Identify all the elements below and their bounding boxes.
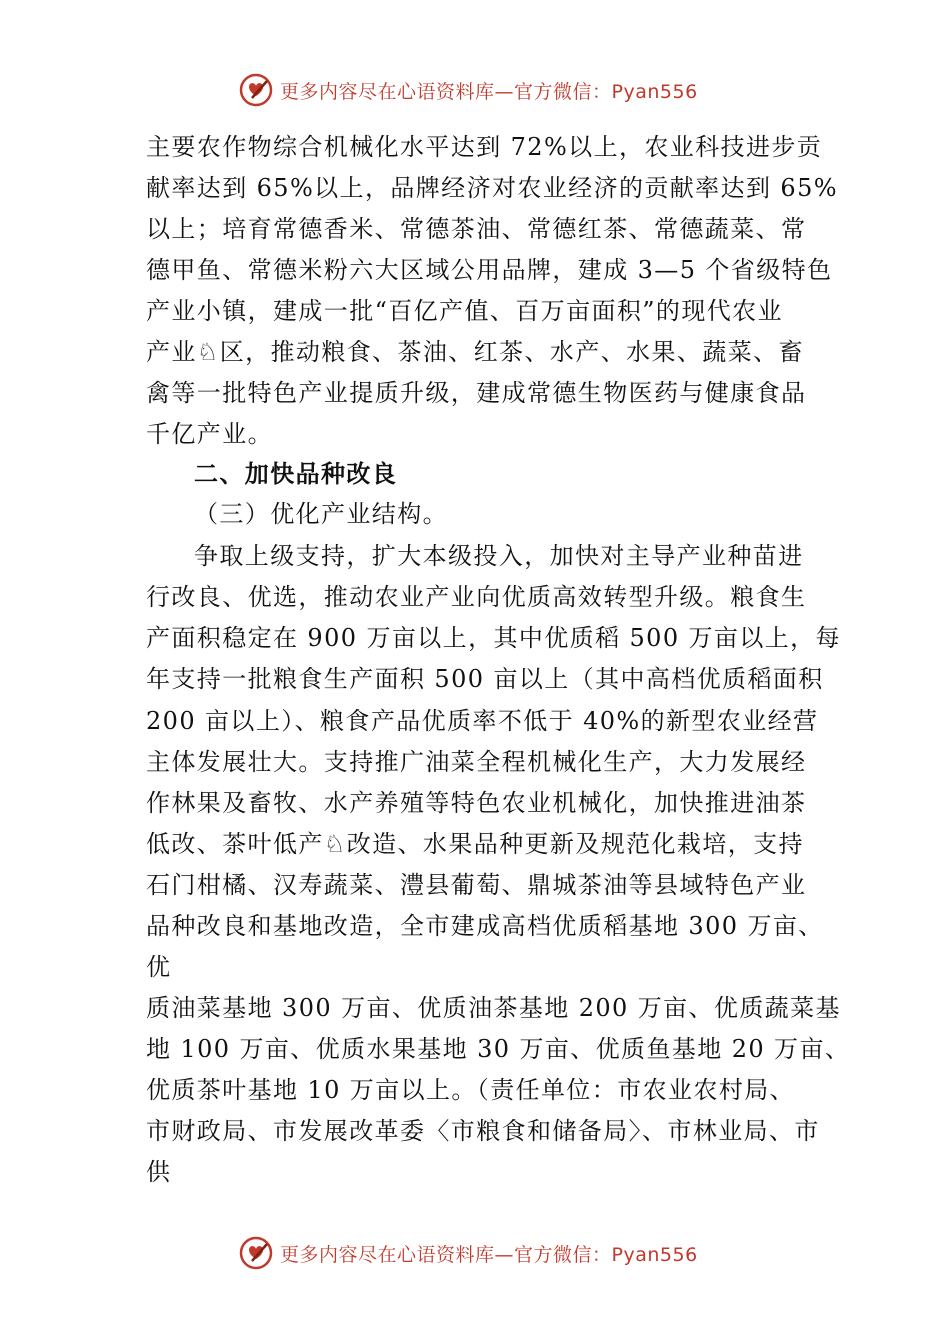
text-line: 行改良、优选，推动农业产业向优质高效转型升级。粮食生 <box>146 583 807 611</box>
text-line: 优 <box>146 953 172 981</box>
text-line: 市财政局、市发展改革委〈市粮食和储备局〉、市林业局、市 <box>146 1117 820 1145</box>
text-line: 主体发展壮大。支持推广油菜全程机械化生产，大力发展经 <box>146 748 807 776</box>
heart-pen-logo-icon <box>238 72 274 108</box>
heart-pen-logo-icon <box>238 1235 274 1271</box>
text-line: 地 100 万亩、优质水果基地 30 万亩、优质鱼基地 20 万亩、 <box>146 1035 851 1063</box>
text-line: 产业♘区，推动粮食、茶油、红茶、水产、水果、蔬菜、畜 <box>146 338 804 366</box>
text-line: 200 亩以上）、粮食产品优质率不低于 40%的新型农业经营 <box>146 707 819 735</box>
text-line: 主要农作物综合机械化水平达到 72%以上，农业科技进步贡 <box>146 133 823 161</box>
text-line: 德甲鱼、常德米粉六大区域公用品牌，建成 3—5 个省级特色 <box>146 256 833 284</box>
watermark-header <box>238 70 698 110</box>
text-line: 低改、茶叶低产♘改造、水果品种更新及规范化栽培，支持 <box>146 830 804 858</box>
text-line: 年支持一批粮食生产面积 500 亩以上（其中高档优质稻面积 <box>146 665 824 693</box>
text-line: 作林果及畜牧、水产养殖等特色农业机械化，加快推进油茶 <box>146 789 807 817</box>
text-line: 以上；培育常德香米、常德茶油、常德红茶、常德蔬菜、常 <box>146 215 807 243</box>
text-line: 石门柑橘、汉寿蔬菜、澧县葡萄、鼎城茶油等县域特色产业 <box>146 871 807 899</box>
text-line: 千亿产业。 <box>146 420 273 448</box>
text-line: 献率达到 65%以上，品牌经济对农业经济的贡献率达到 65% <box>146 174 838 202</box>
text-line: 质油菜基地 300 万亩、优质油茶基地 200 万亩、优质蔬菜基 <box>146 994 841 1022</box>
watermark-text: 更多内容尽在心语资料库—官方微信：Pyan556 <box>280 80 698 103</box>
text-line: 品种改良和基地改造，全市建成高档优质稻基地 300 万亩、 <box>146 912 824 940</box>
sub-heading: （三）优化产业结构。 <box>194 500 448 528</box>
text-line: 产业小镇，建成一批“百亿产值、百万亩面积”的现代农业 <box>146 297 783 325</box>
watermark-footer <box>238 1233 698 1273</box>
watermark-text: 更多内容尽在心语资料库—官方微信：Pyan556 <box>280 1243 698 1266</box>
text-line: 供 <box>146 1158 172 1186</box>
text-line: 优质茶叶基地 10 万亩以上。（责任单位：市农业农村局、 <box>146 1076 795 1104</box>
text-line: 争取上级支持，扩大本级投入，加快对主导产业种苗进 <box>194 542 804 570</box>
text-line: 产面积稳定在 900 万亩以上，其中优质稻 500 万亩以上，每 <box>146 624 841 652</box>
section-heading: 二、加快品种改良 <box>194 460 398 488</box>
text-line: 禽等一批特色产业提质升级，建成常德生物医药与健康食品 <box>146 379 807 407</box>
